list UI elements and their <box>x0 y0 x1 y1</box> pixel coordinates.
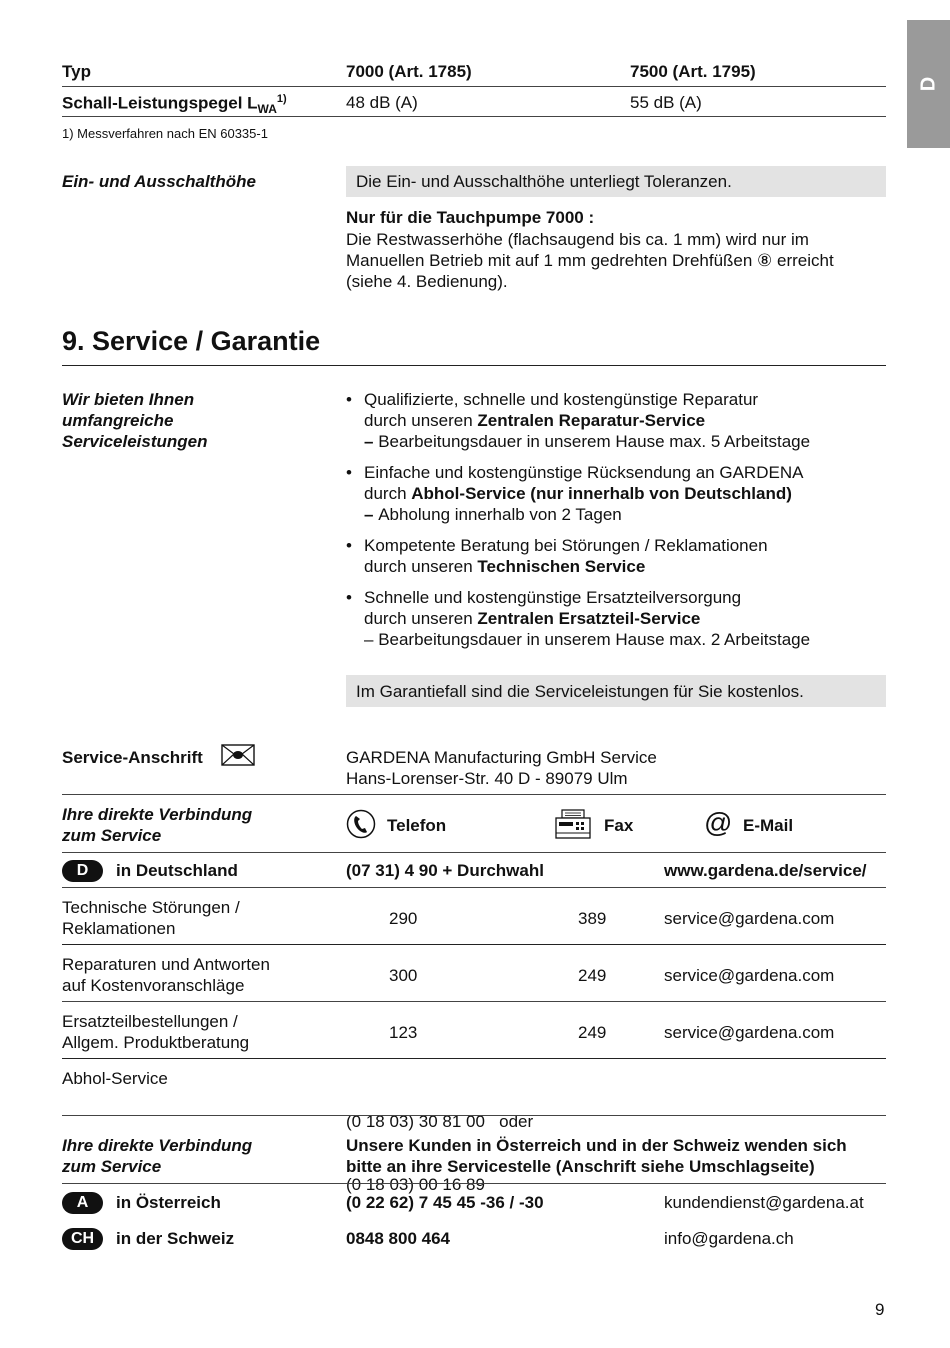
table-row-phone: 123 <box>389 1023 418 1042</box>
language-tab <box>907 20 950 148</box>
divider <box>62 1001 886 1002</box>
divider <box>62 944 886 945</box>
table-row-label: Ersatzteilbestellungen / Allgem. Produktberatung <box>62 1012 250 1052</box>
service-item: • Kompetente Beratung bei Störungen / Reklamationen durch unseren Technischen Service <box>346 536 768 576</box>
divider <box>62 365 886 366</box>
austria-phone: (0 22 62) 7 45 45 -36 / -30 <box>346 1193 544 1212</box>
pump-7000-heading: Nur für die Tauchpumpe 7000 : <box>346 208 595 227</box>
country-badge-ch: CH <box>62 1228 103 1250</box>
foreign-contact-text: Unsere Kunden in Österreich und in der Schweiz wenden sich bitte an ihre Servicestelle (Anschrift siehe Umschlagseite) <box>346 1136 847 1176</box>
language-tab-label: D <box>917 76 939 92</box>
divider <box>62 1058 886 1059</box>
divider <box>62 794 886 795</box>
table-row-fax: 249 <box>578 1023 607 1042</box>
germany-phone: (07 31) 4 90 + Durchwahl <box>346 861 544 880</box>
germany-web-link[interactable]: www.gardena.de/service/ <box>664 861 867 880</box>
switzerland-label: in der Schweiz <box>116 1229 235 1248</box>
country-badge-at: A <box>62 1192 103 1214</box>
spec-val-7000: 48 dB (A) <box>346 93 418 112</box>
at-icon: @ <box>704 807 733 838</box>
divider <box>62 852 886 853</box>
table-row-email[interactable]: service@gardena.com <box>664 1023 835 1042</box>
table-row-label: Technische Störungen / Reklamationen <box>62 898 240 938</box>
table-row-fax: 389 <box>578 909 607 928</box>
pickup-numbers: (0 18 03) 30 81 00 oder (0 18 03) 00 16 89 <box>346 1112 534 1194</box>
switzerland-email[interactable]: info@gardena.ch <box>664 1229 794 1248</box>
contact-header-label: Ihre direkte Verbindung zum Service <box>62 805 253 845</box>
divider <box>62 887 886 888</box>
austria-email[interactable]: kundendienst@gardena.at <box>664 1193 864 1212</box>
table-row-fax: 249 <box>578 966 607 985</box>
phone-icon <box>346 809 376 839</box>
country-badge-de: D <box>62 860 103 882</box>
spec-header-7000: 7000 (Art. 1785) <box>346 62 472 81</box>
divider <box>62 1115 886 1116</box>
contact-fax-heading: Fax <box>604 816 634 835</box>
table-row-phone: 290 <box>389 909 418 928</box>
table-row-email[interactable]: service@gardena.com <box>664 966 835 985</box>
switzerland-phone: 0848 800 464 <box>346 1229 450 1248</box>
contact-email-heading: E-Mail <box>743 816 794 835</box>
guarantee-note-box <box>346 675 886 707</box>
switch-height-note: Die Ein- und Ausschalthöhe unterliegt Toleranzen. <box>356 172 732 191</box>
section-title: 9. Service / Garantie <box>62 326 321 356</box>
page-number: 9 <box>875 1300 885 1319</box>
address-label: Service-Anschrift <box>62 748 203 767</box>
germany-label: in Deutschland <box>116 861 238 880</box>
service-item: • Schnelle und kostengünstige Ersatzteilversorgung durch unseren Zentralen Ersatzteil-Service – Bearbeitungsdauer in unserem Hause max. 2 Arbeitstage <box>346 588 811 649</box>
divider <box>62 116 886 117</box>
table-row-phone: 300 <box>389 966 418 985</box>
services-label: Wir bieten Ihnen umfangreiche Serviceleistungen <box>62 390 208 451</box>
table-row-label: Reparaturen und Antworten auf Kostenvoranschläge <box>62 955 270 995</box>
table-row-email[interactable]: service@gardena.com <box>664 909 835 928</box>
spec-row-label: Schall-Leistungspegel $L_{WA}^{1)}$ <box>62 93 287 117</box>
pickup-label: Abhol-Service <box>62 1069 168 1088</box>
divider <box>62 1183 886 1184</box>
service-item: • Qualifizierte, schnelle und kostengünstige Reparatur durch unseren Zentralen Reparatur-Service – Bearbeitungsdauer in unserem Hause max. 5 Arbeitstage <box>346 390 811 451</box>
spec-header-7500: 7500 (Art. 1795) <box>630 62 756 81</box>
spec-val-7500: 55 dB (A) <box>630 93 702 112</box>
divider <box>62 86 886 87</box>
service-item: • Einfache und kostengünstige Rücksendung an GARDENA durch Abhol-Service (nur innerhalb von Deutschland) – Abholung innerhalb von 2 Tagen <box>346 463 804 524</box>
address-text: GARDENA Manufacturing GmbH Service Hans-Lorenser-Str. 40 D - 89079 Ulm <box>346 748 657 788</box>
switch-height-note-box <box>346 166 886 197</box>
pump-7000-text: Die Restwasserhöhe (flachsaugend bis ca. 1 mm) wird nur im Manuellen Betrieb mit auf 1 mm gedrehten Drehfüßen ⑧ erreicht (siehe 4. Bedienung). <box>346 230 834 291</box>
envelope-icon <box>221 744 255 766</box>
contact-phone-heading: Telefon <box>387 816 447 835</box>
spec-header-typ: Typ <box>62 62 91 81</box>
foreign-contact-label: Ihre direkte Verbindung zum Service <box>62 1136 253 1176</box>
spec-footnote: 1) Messverfahren nach EN 60335-1 <box>62 126 268 141</box>
fax-icon <box>554 808 592 840</box>
austria-label: in Österreich <box>116 1193 221 1212</box>
guarantee-note: Im Garantiefall sind die Serviceleistungen für Sie kostenlos. <box>356 682 804 701</box>
switch-height-label: Ein- und Ausschalthöhe <box>62 172 256 191</box>
